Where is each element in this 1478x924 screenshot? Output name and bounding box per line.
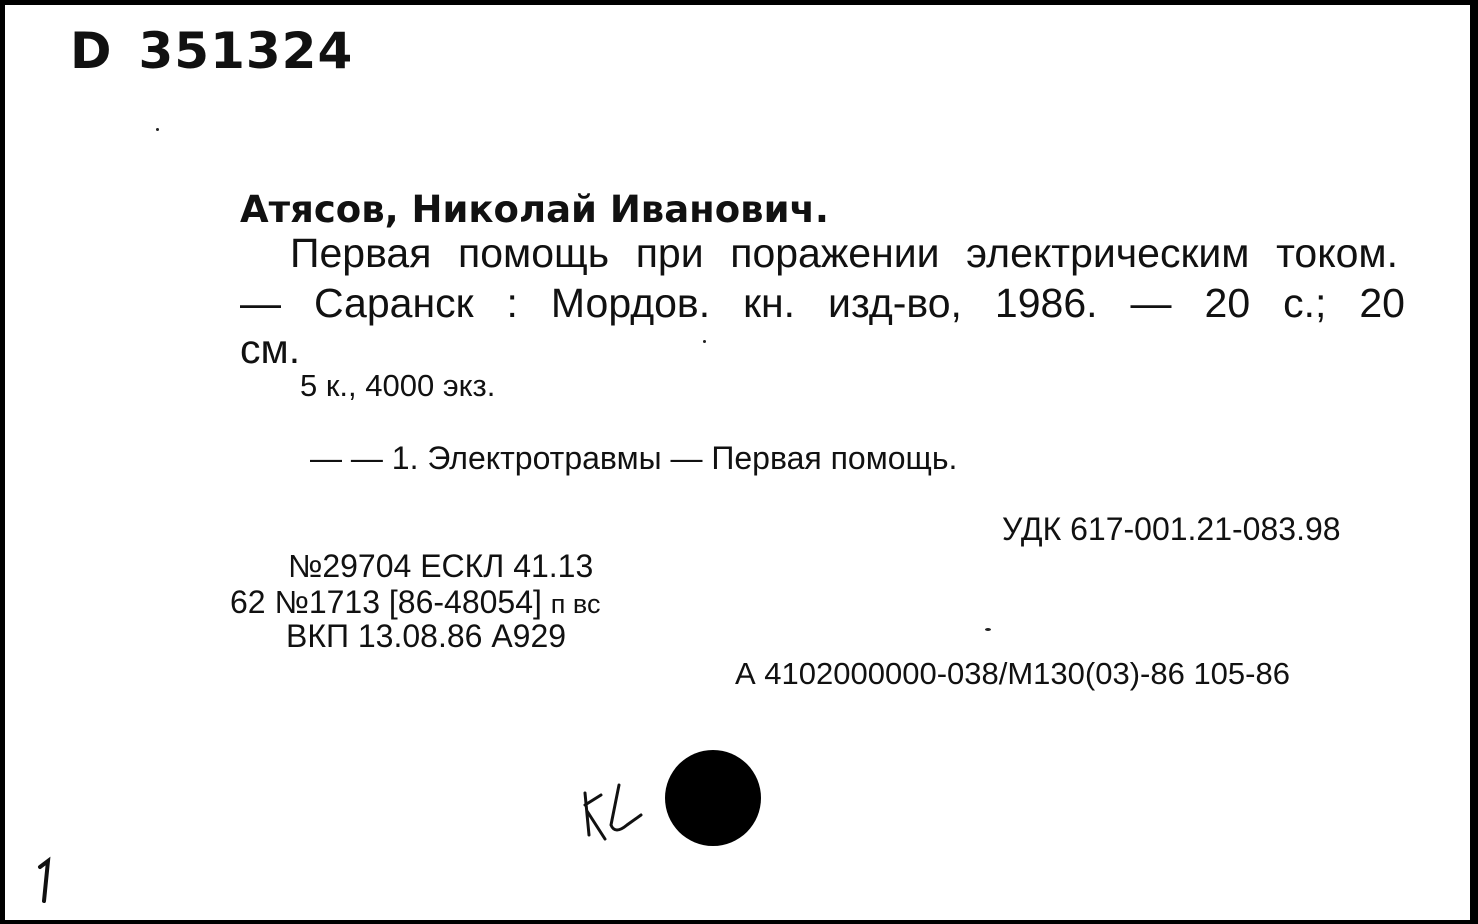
margin-pencil-mark [36,855,56,905]
card-border-left [0,0,5,924]
author-heading: Атясов, Николай Иванович. [240,188,829,231]
ink-speck [156,128,159,131]
record-line-2-main: 62 №1713 [86-48054] [230,584,542,620]
record-line-2-tail: п вс [550,589,601,619]
price-and-copies: 5 к., 4000 экз. [300,368,496,403]
record-line-1: №29704 ЕСКЛ 41.13 [288,548,594,584]
record-line-3: ВКП 13.08.86 А929 [286,618,567,654]
handwritten-initials [575,775,655,845]
call-number-prefix: D [70,22,113,80]
udc-classification: УДК 617-001.21-083.98 [1002,511,1341,547]
card-border-bottom [0,920,1478,924]
card-border-top [0,0,1478,5]
title-line-1: Первая помощь при поражении электрическим током. [290,230,1398,276]
title-line-3: см. [240,326,301,372]
call-number-stamp [70,22,353,80]
publisher-code: А 4102000000-038/М130(03)-86 105-86 [735,656,1290,691]
ink-speck [985,628,991,631]
punched-hole-mark [665,750,761,846]
record-line-2 [230,584,600,621]
title-line-2: — Саранск : Мордов. кн. изд-во, 1986. — 20 с.; 20 [240,280,1405,326]
card-border-right [1470,0,1478,924]
subject-heading: — — 1. Электротравмы — Первая помощь. [310,440,958,476]
call-number-value: 351324 [138,22,354,80]
ink-speck [703,340,706,343]
